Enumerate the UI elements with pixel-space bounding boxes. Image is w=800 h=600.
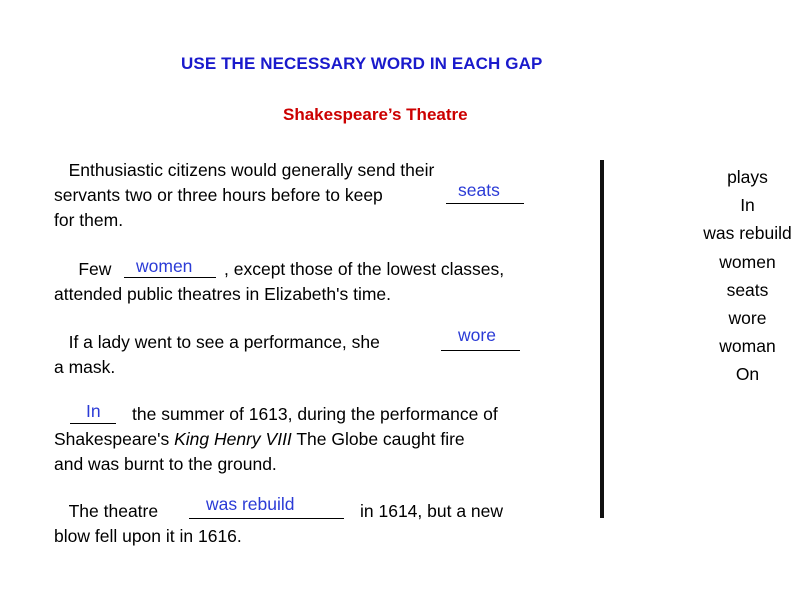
paragraph-3 [54, 330, 380, 380]
gap-3-line [441, 350, 520, 351]
paragraph-4-line-3: and was burnt to the ground. [54, 454, 277, 474]
paragraph-1-line-3: for them. [54, 210, 124, 230]
word-bank-item[interactable]: plays [727, 167, 768, 187]
paragraph-5-line-1-end: in 1614, but a new [360, 501, 504, 521]
gap-4-line [70, 423, 116, 424]
gap-5-answer[interactable]: was rebuild [206, 494, 295, 514]
exercise-title: USE THE NECESSARY WORD IN EACH GAP [181, 54, 543, 73]
paragraph-1-line-1: Enthusiastic citizens would generally send their [68, 160, 435, 180]
word-bank [690, 163, 800, 389]
paragraph-4-line-1: the summer of 1613, during the performance of [132, 404, 498, 424]
gap-2-line [124, 277, 216, 278]
gap-2-answer[interactable]: women [136, 256, 193, 276]
word-bank-item[interactable]: seats [726, 279, 769, 300]
vertical-divider [600, 160, 604, 518]
word-bank-item[interactable]: women [719, 251, 776, 272]
gap-5-line [189, 518, 344, 519]
paragraph-1 [54, 158, 434, 233]
gap-1-answer[interactable]: seats [458, 180, 500, 200]
exercise-subtitle: Shakespeare’s Theatre [283, 105, 468, 124]
word-bank-item[interactable]: In [740, 195, 755, 216]
play-title: King Henry VIII [174, 429, 292, 449]
paragraph-3-line-2: a mask. [54, 357, 116, 377]
gap-1-line [446, 203, 524, 204]
word-bank-item[interactable]: wore [728, 308, 767, 329]
gap-3-answer[interactable]: wore [458, 325, 496, 345]
paragraph-5-line-2: blow fell upon it in 1616. [54, 526, 242, 546]
paragraph-3-line-1: If a lady went to see a performance, she [68, 332, 380, 352]
word-bank-item[interactable]: On [735, 364, 760, 385]
gap-4-answer[interactable]: In [86, 401, 101, 421]
paragraph-4 [54, 427, 465, 477]
paragraph-1-line-2: servants two or three hours before to keep [54, 185, 383, 205]
paragraph-2-line-2: attended public theatres in Elizabeth's time. [54, 284, 392, 304]
paragraph-2-line-1: Few [78, 259, 112, 279]
word-bank-item[interactable]: was rebuild [703, 223, 792, 244]
word-bank-item[interactable]: woman [719, 336, 776, 357]
paragraph-5-line-1: The theatre [68, 501, 159, 521]
paragraph-2-line-1-end: , except those of the lowest classes, [224, 259, 505, 279]
paragraph-4-line-2: Shakespeare's King Henry VIII The Globe caught fire [54, 429, 465, 449]
